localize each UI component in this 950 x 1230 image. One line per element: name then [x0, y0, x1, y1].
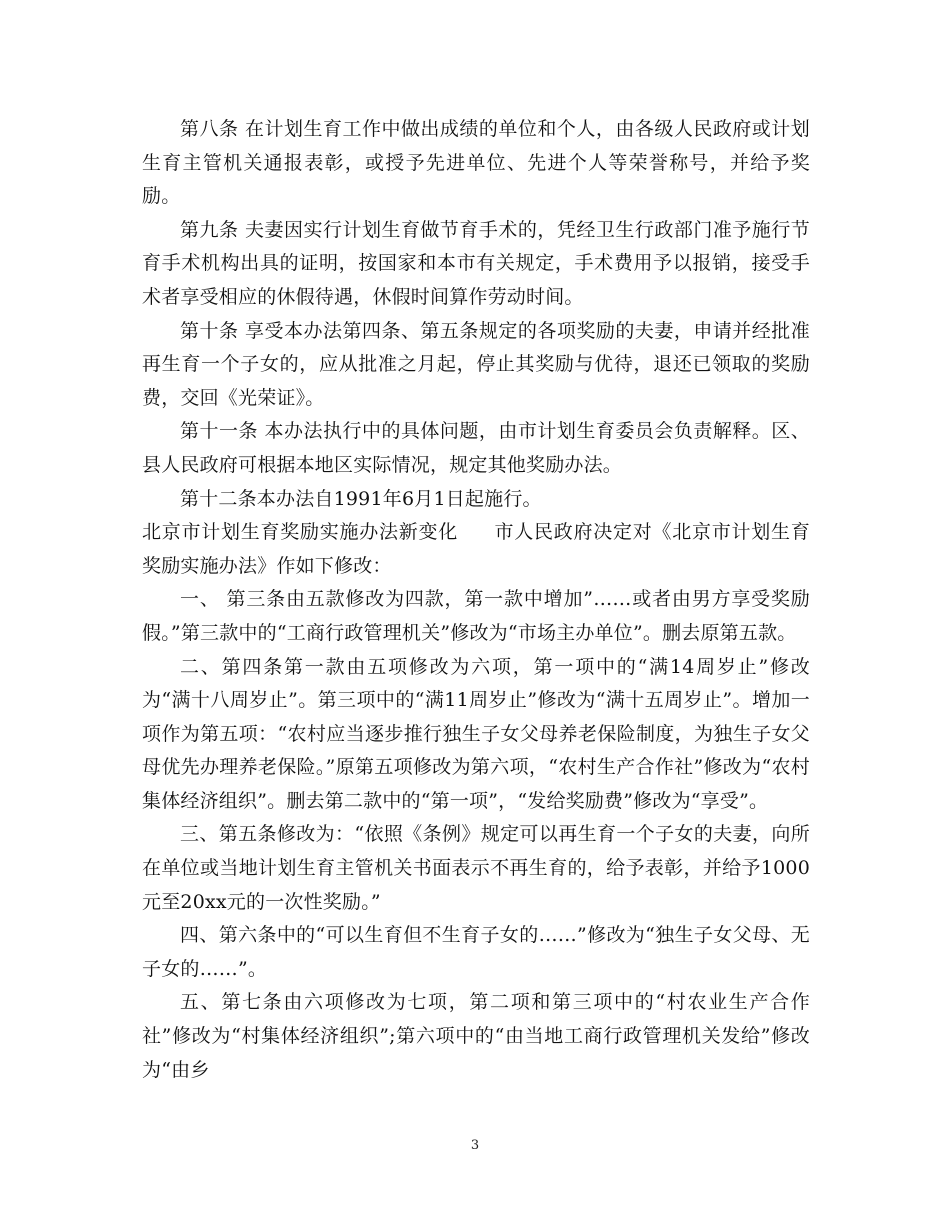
amendment-4-paragraph: 四、第六条中的“可以生育但不生育子女的……”修改为“独生子女父母、无子女的……”。	[142, 924, 810, 980]
section-title: 北京市计划生育奖励实施办法新变化	[142, 521, 458, 544]
article-12-paragraph: 第十二条本办法自1991年6月1日起施行。	[180, 487, 542, 510]
page-number: 3	[470, 1138, 480, 1153]
article-8-paragraph: 第八条 在计划生育工作中做出成绩的单位和个人，由各级人民政府或计划生育主管机关通报表彰，或授予先进单位、先进个人等荣誉称号，并给予奖励。	[142, 118, 810, 208]
document-body	[142, 113, 810, 1087]
article-9-paragraph: 第九条 夫妻因实行计划生育做节育手术的，凭经卫生行政部门准予施行节育手术机构出具的证明，按国家和本市有关规定，手术费用予以报销，接受手术者享受相应的休假待遇，休假时间算作劳动时间。	[142, 218, 810, 308]
amendment-5-paragraph: 五、第七条由六项修改为七项，第二项和第三项中的“村农业生产合作社”修改为“村集体经济组织”;第六项中的“由当地工商行政管理机关发给”修改为“由乡	[142, 991, 810, 1081]
section-intro: 市人民政府决定对《北京市计划生育奖励实施办法》作如下修改：	[142, 521, 810, 577]
article-11-paragraph: 第十一条 本办法执行中的具体问题，由市计划生育委员会负责解释。区、县人民政府可根据本地区实际情况，规定其他奖励办法。	[142, 420, 810, 476]
amendment-heading-paragraph	[142, 516, 810, 583]
amendment-2-paragraph: 二、第四条第一款由五项修改为六项，第一项中的“满14周岁止”修改为“满十八周岁止”。第三项中的“满11周岁止”修改为“满十五周岁止”。增加一项作为第五项：“农村应当逐步推行独生子女父母养老保险制度，为独生子女父母优先办理养老保险。”原第五项修改为第六项，“农村生产合作社”修改为“农村集体经济组织”。删去第二款中的“第一项”，“发给奖励费”修改为“享受”。	[142, 655, 810, 812]
article-10-paragraph: 第十条 享受本办法第四条、第五条规定的各项奖励的夫妻，申请并经批准再生育一个子女的，应从批准之月起，停止其奖励与优待，退还已领取的奖励费，交回《光荣证》。	[142, 319, 810, 409]
amendment-3-paragraph: 三、第五条修改为：“依照《条例》规定可以再生育一个子女的夫妻，向所在单位或当地计划生育主管机关书面表示不再生育的，给予表彰，并给予1000元至20xx元的一次性奖励。”	[142, 823, 810, 913]
amendment-1-paragraph: 一、 第三条由五款修改为四款，第一款中增加”……或者由男方享受奖励假。”第三款中的“工商行政管理机关”修改为“市场主办单位”。删去原第五款。	[142, 588, 810, 644]
